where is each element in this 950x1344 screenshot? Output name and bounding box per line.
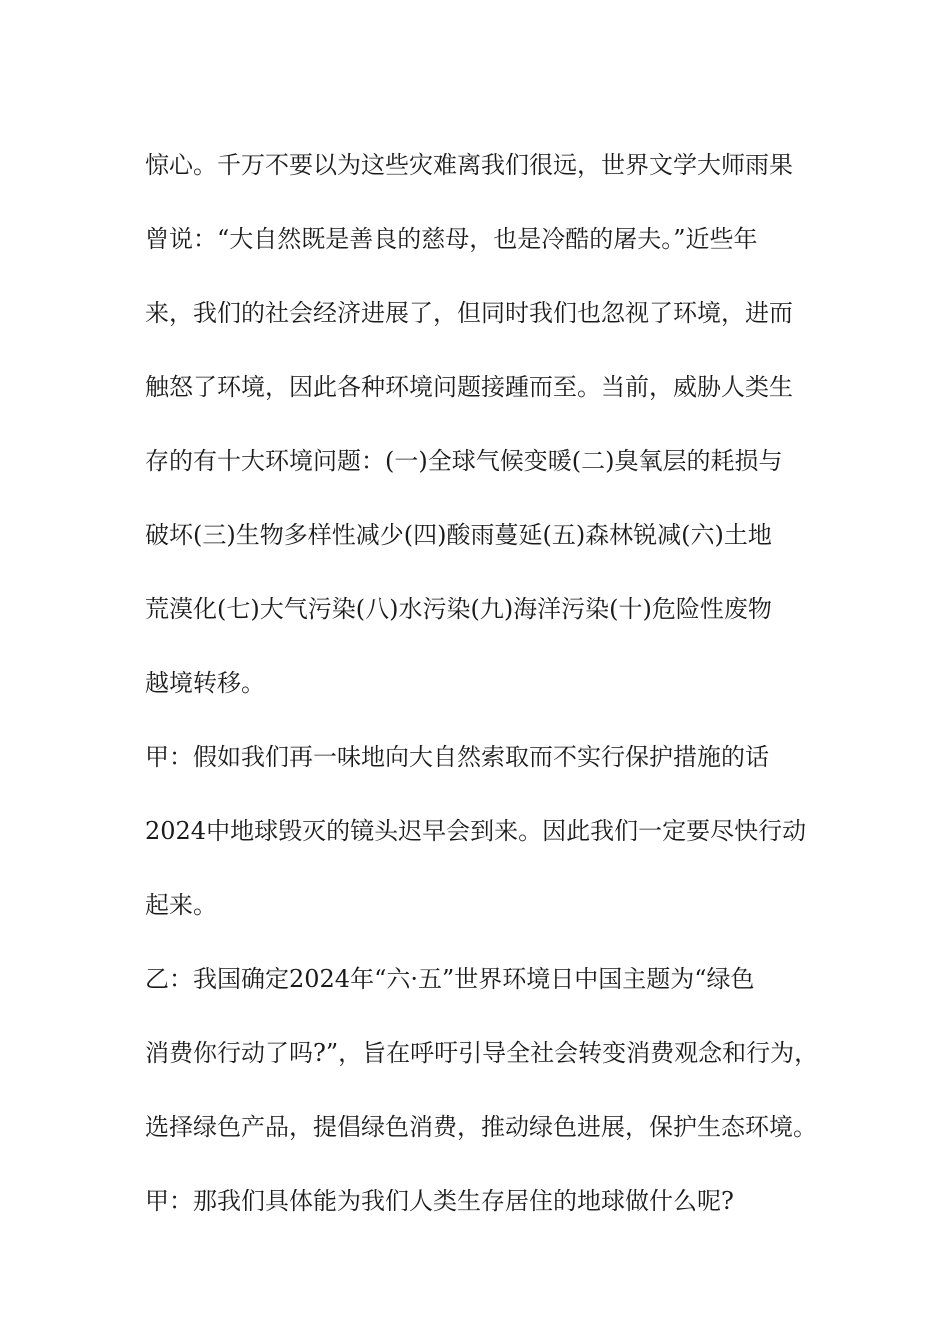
text-line: 触怒了环境，因此各种环境问题接踵而至。当前，威胁人类生 [145, 373, 793, 401]
text-line: 惊心。千万不要以为这些灾难离我们很远，世界文学大师雨果 [145, 151, 793, 179]
text-line: 2024中地球毁灭的镜头迟早会到来。因此我们一定要尽快行动 [145, 817, 807, 845]
text-line: 越境转移。 [145, 669, 265, 697]
text-line: 甲：那我们具体能为我们人类生存居住的地球做什么呢? [145, 1187, 734, 1215]
text-line: 破坏(三)生物多样性减少(四)酸雨蔓延(五)森林锐减(六)土地 [145, 521, 772, 549]
text-line: 来，我们的社会经济进展了，但同时我们也忽视了环境，进而 [145, 299, 793, 327]
text-line: 选择绿色产品，提倡绿色消费，推动绿色进展，保护生态环境。 [145, 1113, 817, 1141]
text-line: 消费你行动了吗?”，旨在呼吁引导全社会转变消费观念和行为， [145, 1039, 819, 1067]
text-line: 存的有十大环境问题：(一)全球气候变暖(二)臭氧层的耗损与 [145, 447, 783, 475]
text-line: 起来。 [145, 891, 217, 919]
text-line: 曾说：“大自然既是善良的慈母，也是冷酷的屠夫。”近些年 [145, 225, 758, 253]
document-body [145, 128, 825, 1238]
text-line: 甲：假如我们再一味地向大自然索取而不实行保护措施的话 [145, 743, 769, 771]
text-line: 乙：我国确定2024年“六·五”世界环境日中国主题为“绿色 [145, 965, 755, 993]
text-line: 荒漠化(七)大气污染(八)水污染(九)海洋污染(十)危险性废物 [145, 595, 772, 623]
